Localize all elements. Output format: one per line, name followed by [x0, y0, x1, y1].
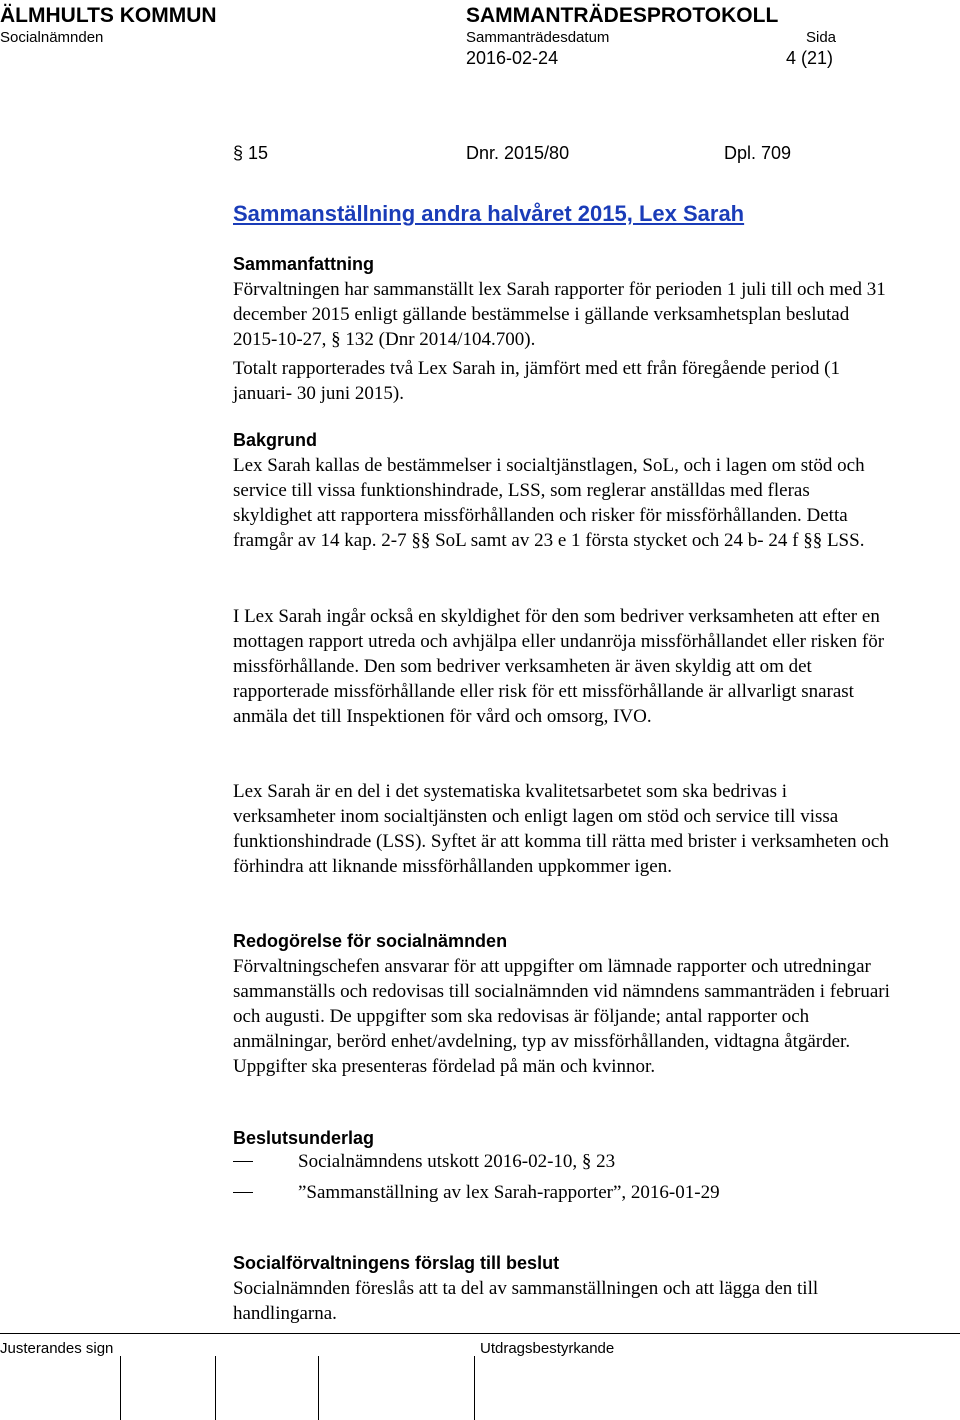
background-paragraph-3: Lex Sarah är en del i det systematiska kvalitetsarbetet som ska bedrivas i verksamheter inom socialtjänsten och enligt lagen om stöd och service till vissa funktionshindrade (LSS). Syftet är att komma till rätta med brister i verksamheten och förhindra att liknande missförhållanden uppkommer igen.	[233, 781, 889, 877]
org-name: ÄLMHULTS KOMMUN	[0, 4, 217, 27]
case-title: Sammanställning andra halvåret 2015, Lex Sarah	[233, 201, 745, 226]
page-label: Sida	[806, 29, 837, 46]
body-label: Socialnämnden	[0, 29, 104, 46]
date-label: Sammanträdesdatum	[466, 29, 610, 46]
footer-divider	[0, 1333, 960, 1334]
dash-bullet-icon	[233, 1161, 253, 1162]
case-number: § 15	[233, 143, 269, 163]
dnr: Dnr. 2015/80	[466, 143, 570, 163]
dpl: Dpl. 709	[724, 143, 792, 163]
list-item: Socialnämndens utskott 2016-02-10, § 23	[233, 1151, 615, 1173]
extract-label: Utdragsbestyrkande	[480, 1340, 615, 1357]
background-paragraph-2: I Lex Sarah ingår också en skyldighet för den som bedriver verksamheten att efter en mottagen rapport utreda och avhjälpa eller undanröja missförhållandet eller risken för missförhållande. Den som bedriver verksamheten är även skyldig att om det rapporterade missförhållande eller risk för ett missförhållande är allvarligt snarast anmäla det till Inspektionen för vård och omsorg, IVO.	[233, 606, 885, 727]
proposal-heading: Socialförvaltningens förslag till beslut	[233, 1253, 560, 1273]
document-type: SAMMANTRÄDESPROTOKOLL	[466, 4, 779, 27]
background-paragraph-1: Lex Sarah kallas de bestämmelser i socialtjänstlagen, SoL, och i lagen om stöd och service till vissa funktionshindrade, LSS, som reglerar anställdas med fleras skyldighet att rapportera missförhållanden och risker för missförhållanden. Detta framgår av 14 kap. 2-7 §§ SoL samt av 23 e 1 första stycket och 24 b- 24 f §§ LSS.	[233, 455, 865, 551]
summary-paragraph-1: Förvaltningen har sammanställt lex Sarah rapporter för perioden 1 juli till och med 31 december 2015 enligt gällande bestämmelse i gällande verksamhetsplan beslutad 2015-10-27, § 132 (Dnr 2014/104.700).	[233, 279, 886, 350]
meeting-date: 2016-02-24	[466, 48, 559, 68]
background-heading: Bakgrund	[233, 430, 318, 450]
page-number: 4 (21)	[786, 48, 834, 68]
report-heading: Redogörelse för socialnämnden	[233, 931, 508, 951]
signature-box-divider	[474, 1356, 475, 1420]
dash-bullet-icon	[233, 1192, 253, 1193]
summary-heading: Sammanfattning	[233, 254, 375, 274]
signature-box-divider	[318, 1356, 319, 1420]
list-item: ”Sammanställning av lex Sarah-rapporter”, 2016-01-29	[233, 1182, 720, 1204]
summary-paragraph-2: Totalt rapporterades två Lex Sarah in, jämfört med ett från föregående period (1 januari- 30 juni 2015).	[233, 358, 840, 404]
signature-box-divider	[215, 1356, 216, 1420]
sign-label: Justerandes sign	[0, 1340, 114, 1357]
proposal-paragraph: Socialnämnden föreslås att ta del av sammanställningen och att lägga den till handlingarna.	[233, 1278, 819, 1324]
basis-heading: Beslutsunderlag	[233, 1128, 375, 1148]
signature-box-divider	[120, 1356, 121, 1420]
report-paragraph-1: Förvaltningschefen ansvarar för att uppgifter om lämnade rapporter och utredningar sammanställs och redovisas till socialnämnden vid nämndens sammanträden i februari och augusti. De uppgifter som ska redovisas är följande; antal rapporter och anmälningar, berörd enhet/avdelning, typ av missförhållanden, vidtagna åtgärder. Uppgifter ska presenteras fördelad på män och kvinnor.	[233, 956, 890, 1077]
